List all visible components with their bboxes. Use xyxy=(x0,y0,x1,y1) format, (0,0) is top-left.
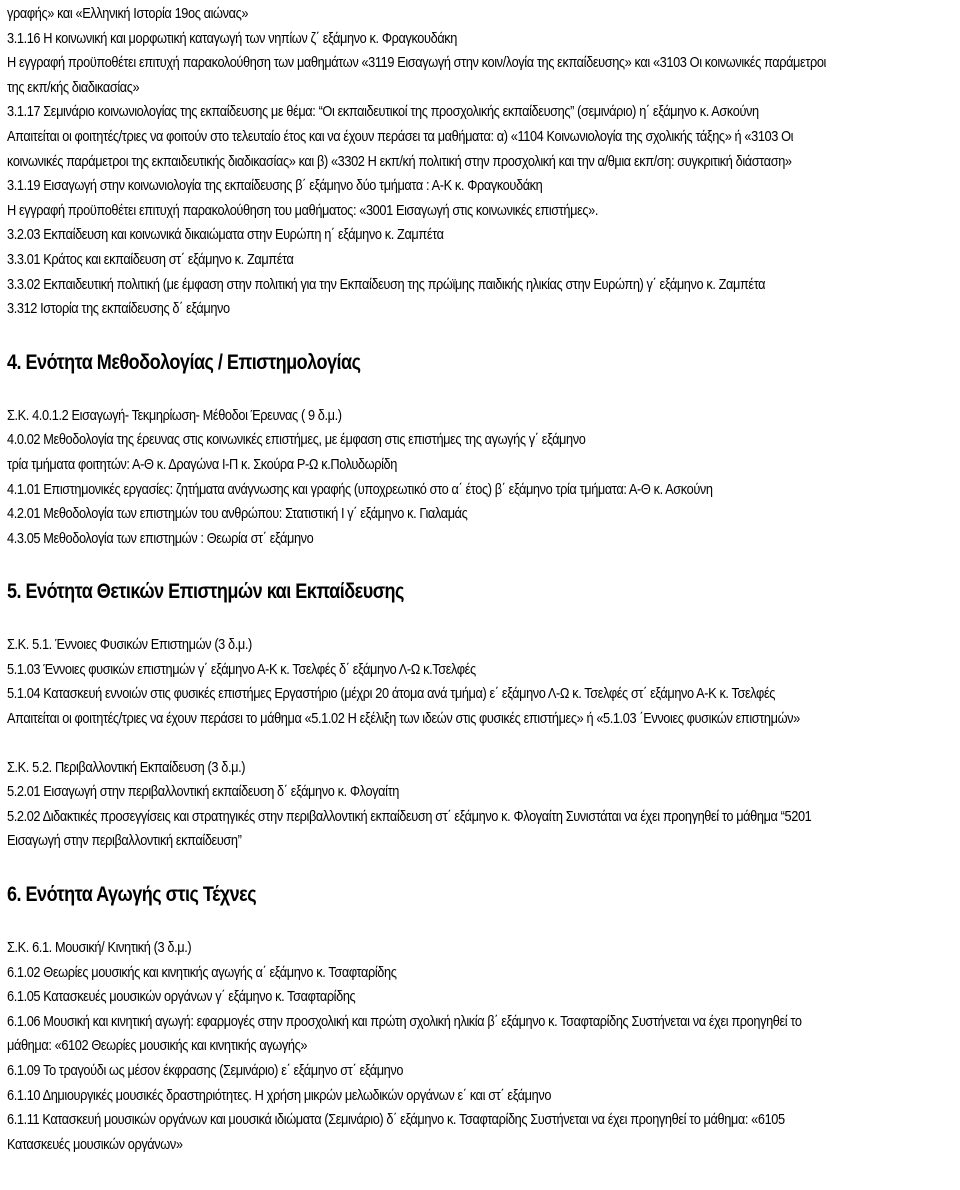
paragraph-spacer xyxy=(7,732,960,756)
text-line: Η εγγραφή προϋποθέτει επιτυχή παρακολούθηση των μαθημάτων «3119 Εισαγωγή στην κοιν/λογία της εκπαίδευσης» και «3103 Οι κοινωνικές παράμετροι xyxy=(7,55,826,72)
paragraph-spacer xyxy=(7,854,960,878)
text-line: 6.1.06 Μουσική και κινητική αγωγή: εφαρμογές στην προσχολική και πρώτη σχολική ηλικία β΄ εξάμηνο κ. Τσαφταρίδης Συστήνεται να έχει προηγηθεί το xyxy=(7,1013,802,1030)
text-line: κοινωνικές παράμετροι της εκπαιδευτικής διαδικασίας» και β) «3302 Η εκπ/κή πολιτική στην προσχολική και την α/θμια εκπ/ση: συγκριτική διάσταση» xyxy=(7,153,792,170)
text-line: Σ.Κ. 5.1. Έννοιες Φυσικών Επιστημών (3 δ.μ.) xyxy=(7,637,252,654)
section-heading: 4. Ενότητα Μεθοδολογίας / Επιστημολογίας xyxy=(7,350,361,374)
text-line: 4.3.05 Μεθοδολογία των επιστημών : Θεωρία στ΄ εξάμηνο xyxy=(7,530,314,547)
text-line: 6.1.11 Κατασκευή μουσικών οργάνων και μουσικά ιδιώματα (Σεμινάριο) δ΄ εξάμηνο κ. Τσαφταρίδης Συστήνεται να έχει προηγηθεί το μάθημα: «6105 xyxy=(7,1112,785,1129)
text-line: γραφής» και «Ελληνική Ιστορία 19ος αιώνας» xyxy=(7,6,249,22)
paragraph-spacer xyxy=(7,912,960,936)
text-line: Απαιτείται οι φοιτητές/τριες να έχουν περάσει το μάθημα «5.1.02 Η εξέλιξη των ιδεών στις φυσικές επιστήμες» ή «5.1.03 ΄Εννοιες φυσικών επιστημών» xyxy=(7,711,800,728)
paragraph-spacer xyxy=(7,609,960,633)
text-line: τρία τμήματα φοιτητών: Α-Θ κ. Δραγώνα Ι-Π κ. Σκούρα Ρ-Ω κ.Πολυδωρίδη xyxy=(7,456,397,473)
text-line: 4.1.01 Επιστημονικές εργασίες: ζητήματα ανάγνωσης και γραφής (υποχρεωτικό στο α΄ έτος) β΄ εξάμηνο τρία τμήματα: Α-Θ κ. Ασκούνη xyxy=(7,481,713,498)
text-line: 3.3.02 Εκπαιδευτική πολιτική (με έμφαση στην πολιτική για την Εκπαίδευση της πρώϊμης παιδικής ηλικίας στην Ευρώπη) γ΄ εξάμηνο κ. Ζαμπέτα xyxy=(7,276,766,293)
text-line: 5.2.01 Εισαγωγή στην περιβαλλοντική εκπαίδευση δ΄ εξάμηνο κ. Φλογαίτη xyxy=(7,784,399,801)
text-line: Εισαγωγή στην περιβαλλοντική εκπαίδευση” xyxy=(7,833,242,850)
text-line: 3.1.17 Σεμινάριο κοινωνιολογίας της εκπαίδευσης με θέμα: “Οι εκπαιδευτικοί της προσχολικής εκπαίδευσης” (σεμινάριο) η΄ εξάμηνο κ. Ασκούνη xyxy=(7,104,759,121)
text-line: Απαιτείται οι φοιτητές/τριες να φοιτούν στο τελευταίο έτος και να έχουν περάσει τα μαθήματα: α) «1104 Κοινωνιολογία της σχολικής τάξης» ή «3103 Οι xyxy=(7,128,794,145)
text-line: Σ.Κ. 6.1. Μουσική/ Κινητική (3 δ.μ.) xyxy=(7,940,192,957)
text-line: Σ.Κ. 5.2. Περιβαλλοντική Εκπαίδευση (3 δ.μ.) xyxy=(7,759,246,776)
text-line: μάθημα: «6102 Θεωρίες μουσικής και κινητικής αγωγής» xyxy=(7,1038,308,1055)
text-line: 6.1.02 Θεωρίες μουσικής και κινητικής αγωγής α΄ εξάμηνο κ. Τσαφταρίδης xyxy=(7,964,397,981)
paragraph-spacer xyxy=(7,322,960,346)
text-line: 3.1.19 Εισαγωγή στην κοινωνιολογία της εκπαίδευσης β΄ εξάμηνο δύο τμήματα : Α-Κ κ. Φραγκουδάκη xyxy=(7,178,543,195)
text-line: Σ.Κ. 4.0.1.2 Εισαγωγή- Τεκμηρίωση- Μέθοδοι Έρευνας ( 9 δ.μ.) xyxy=(7,407,342,424)
text-line: 4.2.01 Μεθοδολογία των επιστημών του ανθρώπου: Στατιστική Ι γ΄ εξάμηνο κ. Γιαλαμάς xyxy=(7,506,468,523)
paragraph-spacer xyxy=(7,551,960,575)
text-line: 6.1.05 Κατασκευές μουσικών οργάνων γ΄ εξάμηνο κ. Τσαφταρίδης xyxy=(7,989,356,1006)
section-heading: 6. Ενότητα Αγωγής στις Τέχνες xyxy=(7,883,257,907)
text-line: 5.1.04 Κατασκευή εννοιών στις φυσικές επιστήμες Εργαστήριο (μέχρι 20 άτομα ανά τμήμα) ε΄ εξάμηνο Λ-Ω κ. Τσελφές στ΄ εξάμηνο Α-Κ κ. Τσελφές xyxy=(7,686,776,703)
section-heading: 5. Ενότητα Θετικών Επιστημών και Εκπαίδευσης xyxy=(7,580,404,604)
paragraph-spacer xyxy=(7,380,960,404)
text-line: 5.2.02 Διδακτικές προσεγγίσεις και στρατηγικές στην περιβαλλοντική εκπαίδευση στ΄ εξάμηνο κ. Φλογαίτη Συνιστάται να έχει προηγηθεί το μάθημα “5201 xyxy=(7,808,812,825)
text-line: 6.1.09 Το τραγούδι ως μέσον έκφρασης (Σεμινάριο) ε΄ εξάμηνο στ΄ εξάμηνο xyxy=(7,1063,404,1079)
text-line: 3.3.01 Κράτος και εκπαίδευση στ΄ εξάμηνο κ. Ζαμπέτα xyxy=(7,251,294,268)
text-line: 3.312 Ιστορία της εκπαίδευσης δ΄ εξάμηνο xyxy=(7,301,230,318)
text-line: 4.0.02 Μεθοδολογία της έρευνας στις κοινωνικές επιστήμες, με έμφαση στις επιστήμες της αγωγής γ΄ εξάμηνο xyxy=(7,432,586,449)
text-line: 3.1.16 Η κοινωνική και μορφωτική καταγωγή των νηπίων ζ΄ εξάμηνο κ. Φραγκουδάκη xyxy=(7,30,458,47)
text-line: Η εγγραφή προϋποθέτει επιτυχή παρακολούθηση του μαθήματος: «3001 Εισαγωγή στις κοινωνικές επιστήμες». xyxy=(7,202,598,219)
text-line: 6.1.10 Δημιουργικές μουσικές δραστηριότητες. Η χρήση μικρών μελωδικών οργάνων ε΄ και στ΄ εξάμηνο xyxy=(7,1087,552,1104)
text-line: 5.1.03 Έννοιες φυσικών επιστημών γ΄ εξάμηνο Α-Κ κ. Τσελφές δ΄ εξάμηνο Λ-Ω κ.Τσελφές xyxy=(7,661,476,678)
text-line: της εκπ/κής διαδικασίας» xyxy=(7,79,140,96)
text-line: 3.2.03 Εκπαίδευση και κοινωνικά δικαιώματα στην Ευρώπη η΄ εξάμηνο κ. Ζαμπέτα xyxy=(7,227,444,244)
text-line: Κατασκευές μουσικών οργάνων» xyxy=(7,1136,183,1153)
